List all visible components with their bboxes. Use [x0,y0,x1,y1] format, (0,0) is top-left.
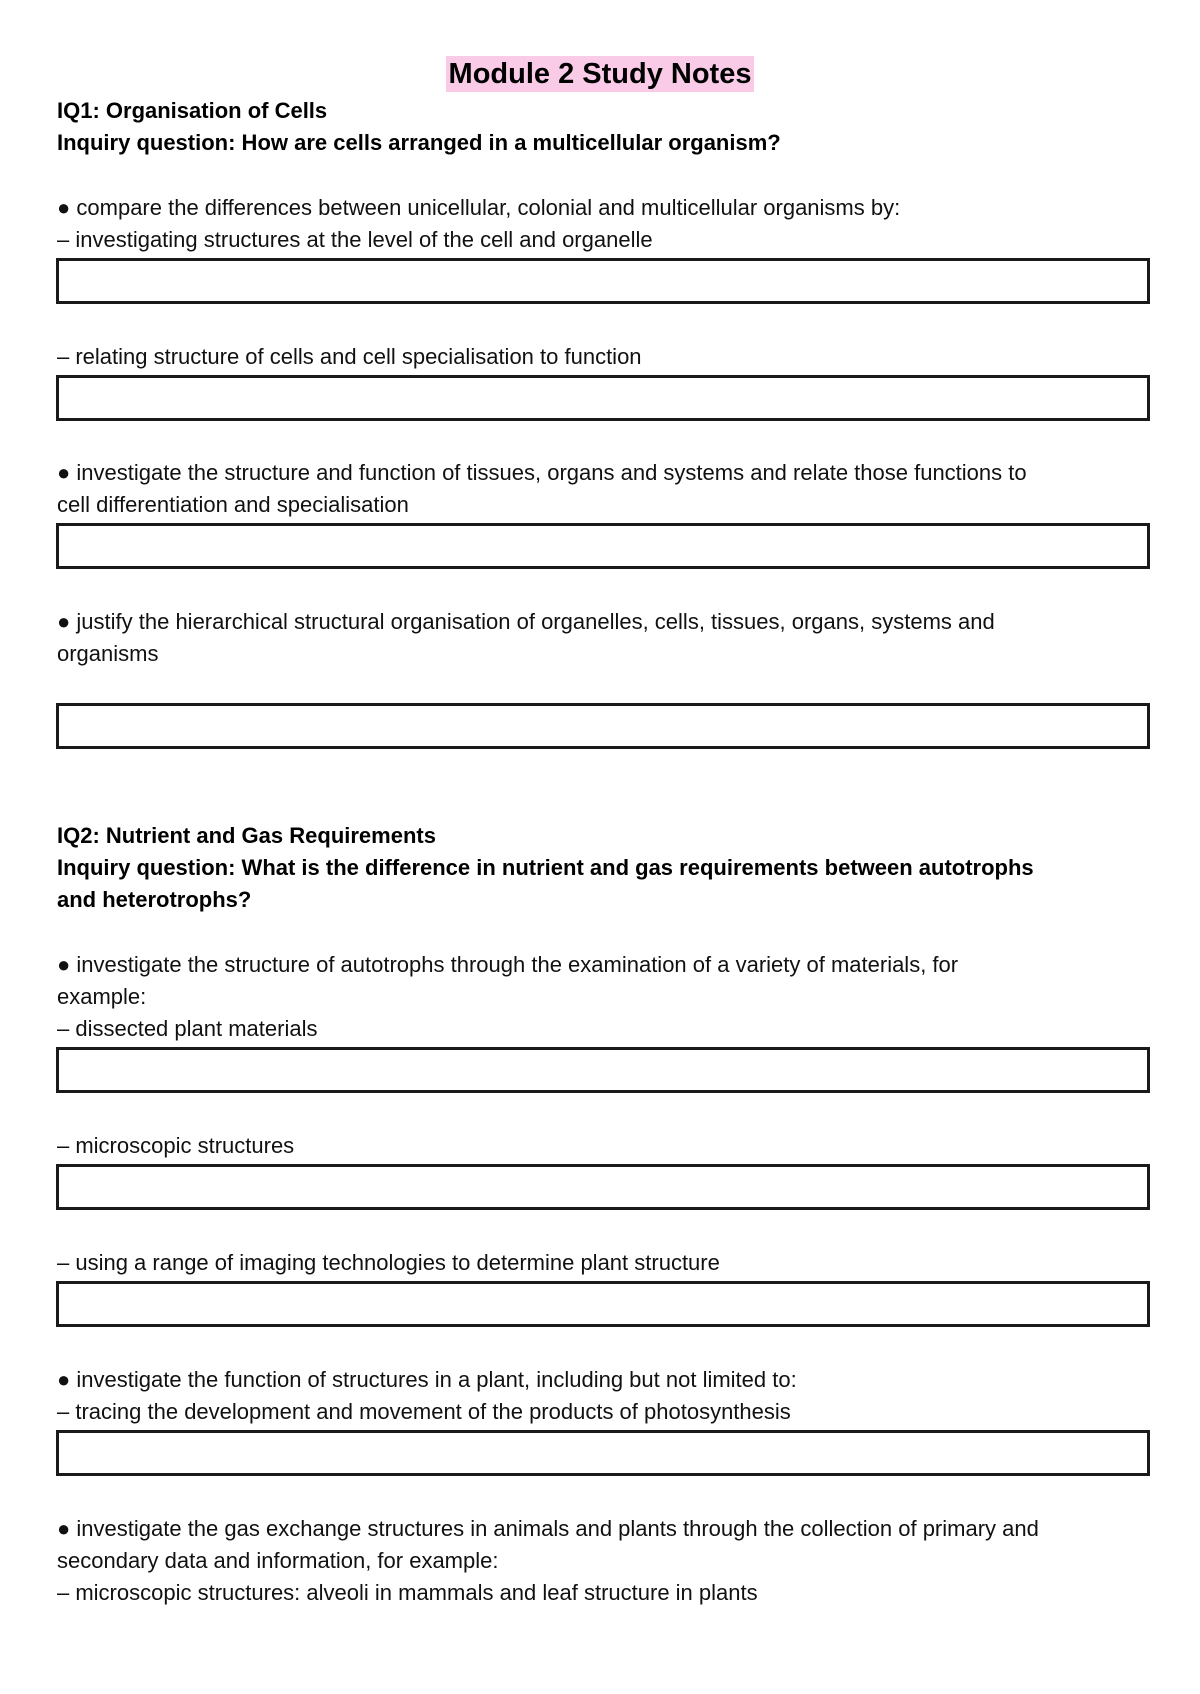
iq2-question-cont: and heterotrophs? [57,887,252,912]
iq2-point-5-cont: secondary data and information, for example: [57,1548,499,1573]
answer-box-4[interactable] [56,703,1150,749]
iq2-point-3: – using a range of imaging technologies to determine plant structure [57,1250,720,1275]
answer-box-7[interactable] [56,1281,1150,1327]
page-title: Module 2 Study Notes [446,56,755,92]
iq2-question: Inquiry question: What is the difference in nutrient and gas requirements between autotrophs [57,855,1034,880]
answer-box-1[interactable] [56,258,1150,304]
iq2-point-4-sub: – tracing the development and movement of the products of photosynthesis [57,1399,791,1424]
iq1-heading: IQ1: Organisation of Cells [57,98,328,123]
answer-box-5[interactable] [56,1047,1150,1093]
iq2-point-1: ● investigate the structure of autotrophs through the examination of a variety of materials, for [57,952,959,977]
iq2-point-4: ● investigate the function of structures in a plant, including but not limited to: [57,1367,797,1392]
iq1-point-4: ● justify the hierarchical structural organisation of organelles, cells, tissues, organs, systems and [57,609,995,634]
iq2-point-5-sub: – microscopic structures: alveoli in mammals and leaf structure in plants [57,1580,758,1605]
answer-box-6[interactable] [56,1164,1150,1210]
iq1-point-4-cont: organisms [57,641,159,666]
iq2-point-2: – microscopic structures [57,1133,295,1158]
iq1-point-3: ● investigate the structure and function of tissues, organs and systems and relate those functions to [57,460,1027,485]
answer-box-2[interactable] [56,375,1150,421]
iq1-point-1-sub: – investigating structures at the level of the cell and organelle [57,227,653,252]
iq1-point-1: ● compare the differences between unicellular, colonial and multicellular organisms by: [57,195,901,220]
iq2-point-1-sub: – dissected plant materials [57,1016,318,1041]
answer-box-3[interactable] [56,523,1150,569]
iq2-heading: IQ2: Nutrient and Gas Requirements [57,823,436,848]
answer-box-8[interactable] [56,1430,1150,1476]
iq2-point-1-cont: example: [57,984,147,1009]
iq1-point-2: – relating structure of cells and cell specialisation to function [57,344,642,369]
title-wrap [0,56,1200,92]
iq1-question: Inquiry question: How are cells arranged in a multicellular organism? [57,130,781,155]
iq2-point-5: ● investigate the gas exchange structures in animals and plants through the collection of primary and [57,1516,1039,1541]
iq1-point-3-cont: cell differentiation and specialisation [57,492,409,517]
